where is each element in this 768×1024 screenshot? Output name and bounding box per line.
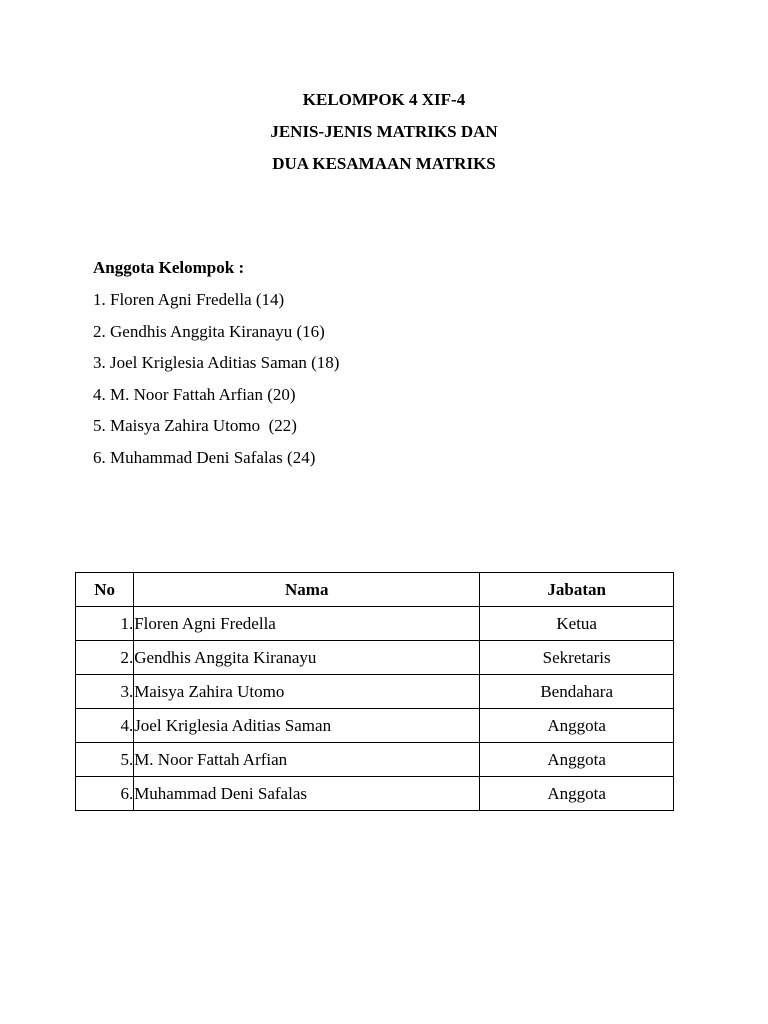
cell-no: 3.	[76, 675, 134, 709]
table-row	[76, 641, 674, 675]
table-row	[76, 743, 674, 777]
cell-nama: Muhammad Deni Safalas	[134, 777, 480, 811]
members-heading: Anggota Kelompok :	[93, 258, 245, 277]
cell-no: 4.	[76, 709, 134, 743]
cell-no: 6.	[76, 777, 134, 811]
members-list	[93, 288, 339, 477]
cell-jabatan: Anggota	[480, 743, 674, 777]
cell-nama: Gendhis Anggita Kiranayu	[134, 641, 480, 675]
table-row	[76, 675, 674, 709]
table-row	[76, 607, 674, 641]
list-item: 1. Floren Agni Fredella (14)	[93, 290, 285, 309]
list-item: 4. M. Noor Fattah Arfian (20)	[93, 384, 296, 404]
cell-nama: Joel Kriglesia Aditias Saman	[134, 709, 480, 743]
cell-jabatan: Bendahara	[480, 675, 674, 709]
title-line-subtopic: DUA KESAMAAN MATRIKS	[272, 154, 496, 173]
cell-nama: M. Noor Fattah Arfian	[134, 743, 480, 777]
table-row	[76, 777, 674, 811]
header-jabatan: Jabatan	[480, 573, 674, 607]
title-line-group: KELOMPOK 4 XIF-4	[302, 90, 466, 109]
cell-jabatan: Anggota	[480, 777, 674, 811]
list-item: 2. Gendhis Anggita Kiranayu (16)	[93, 321, 325, 341]
roster-table	[75, 572, 674, 811]
header-no: No	[76, 573, 134, 607]
list-item: 3. Joel Kriglesia Aditias Saman (18)	[93, 353, 340, 372]
cell-jabatan: Ketua	[480, 607, 674, 641]
cell-nama: Floren Agni Fredella	[134, 607, 480, 641]
list-item: 5. Maisya Zahira Utomo (22)	[93, 416, 297, 435]
cell-nama: Maisya Zahira Utomo	[134, 675, 480, 709]
table-header-row	[76, 573, 674, 607]
header-nama: Nama	[134, 573, 480, 607]
cell-no: 1.	[76, 607, 134, 641]
cell-jabatan: Anggota	[480, 709, 674, 743]
document-title	[0, 87, 768, 183]
list-item: 6. Muhammad Deni Safalas (24)	[93, 447, 316, 467]
table-row	[76, 709, 674, 743]
cell-no: 5.	[76, 743, 134, 777]
title-line-topic: JENIS-JENIS MATRIKS DAN	[270, 122, 498, 141]
cell-jabatan: Sekretaris	[480, 641, 674, 675]
cell-no: 2.	[76, 641, 134, 675]
